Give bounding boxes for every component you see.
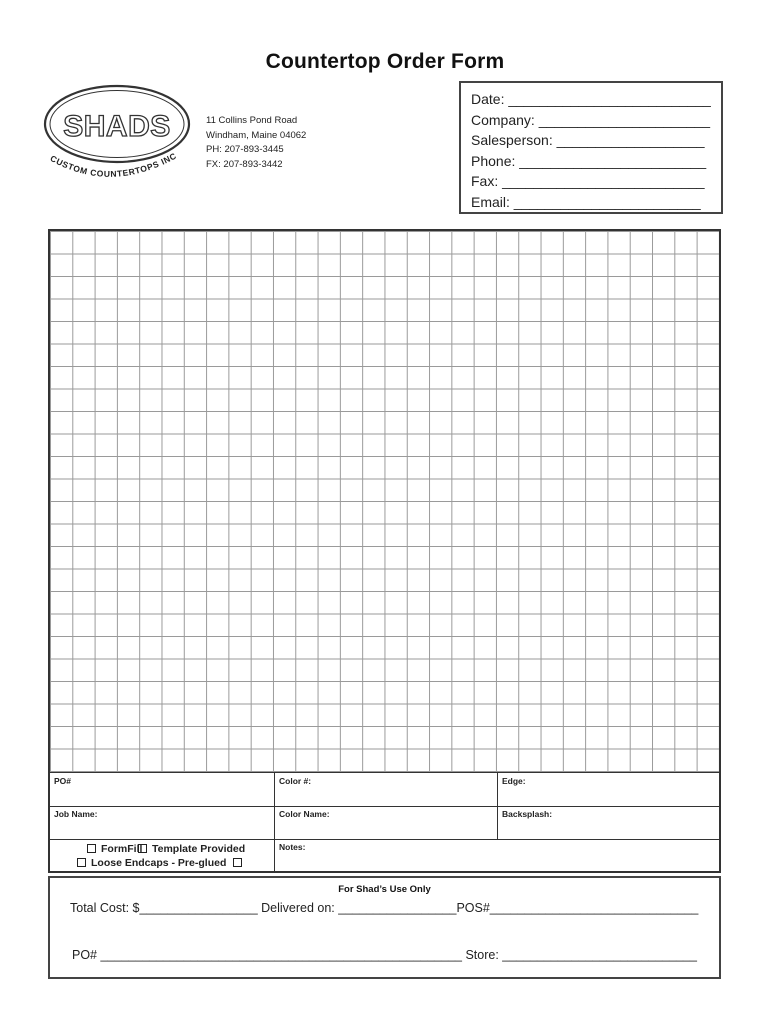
office-use-box	[48, 876, 721, 979]
address-city: Windham, Maine 04062	[206, 129, 307, 141]
job-name-label: Job Name:	[54, 809, 98, 819]
formfill-checkbox[interactable]	[87, 844, 96, 853]
email-field[interactable]: Email: ________________________	[471, 193, 701, 210]
address-phone: PH: 207-893-3445	[206, 144, 284, 155]
cost-delivery-line[interactable]: Total Cost: $_________________ Delivered on: _________________POS#______________________________	[70, 901, 699, 915]
logo-tagline: CUSTOM COUNTERTOPS INC	[48, 150, 179, 179]
fax-field[interactable]: Fax: __________________________	[471, 173, 705, 189]
color-number-field[interactable]	[275, 773, 497, 806]
backsplash-field[interactable]	[498, 806, 719, 839]
color-number-label: Color #:	[279, 776, 312, 786]
formfill-label: FormFill	[101, 843, 143, 855]
template-label: Template Provided	[152, 843, 246, 855]
shads-logo	[40, 80, 200, 190]
pre-glued-checkbox[interactable]	[233, 858, 242, 867]
notes-field[interactable]	[275, 839, 719, 872]
customer-info-box	[459, 81, 723, 214]
color-name-label: Color Name:	[279, 809, 330, 819]
page-title: Countertop Order Form	[265, 50, 505, 73]
formfill-option[interactable]	[87, 843, 142, 855]
template-option[interactable]	[138, 843, 245, 855]
po-field[interactable]	[50, 773, 274, 806]
po-store-line[interactable]: PO# ____________________________________________________ Store: ____________________________	[72, 948, 697, 962]
address-street: 11 Collins Pond Road	[206, 115, 298, 126]
loose-endcaps-checkbox[interactable]	[77, 858, 86, 867]
loose-endcaps-option[interactable]	[77, 857, 242, 869]
office-use-title: For Shad’s Use Only	[338, 884, 431, 895]
backsplash-label: Backsplash:	[502, 809, 553, 819]
edge-field[interactable]	[498, 773, 719, 806]
logo-wordmark: SHADS	[63, 110, 171, 143]
edge-label: Edge:	[502, 776, 526, 786]
color-name-field[interactable]	[275, 806, 497, 839]
po-label: PO#	[54, 776, 72, 786]
order-details-table	[50, 772, 719, 871]
address-fax: FX: 207-893-3442	[206, 158, 283, 170]
company-address	[206, 114, 306, 172]
loose-endcaps-label: Loose Endcaps - Pre-glued	[91, 857, 227, 869]
drawing-grid[interactable]	[50, 231, 719, 772]
phone-field[interactable]: Phone: ________________________	[471, 152, 707, 169]
date-field[interactable]: Date: __________________________	[471, 91, 711, 107]
salesperson-field[interactable]: Salesperson: ___________________	[471, 132, 705, 148]
company-field[interactable]: Company: ______________________	[471, 111, 710, 128]
template-checkbox[interactable]	[138, 844, 147, 853]
notes-label: Notes:	[279, 842, 306, 852]
job-name-field[interactable]	[50, 806, 274, 839]
